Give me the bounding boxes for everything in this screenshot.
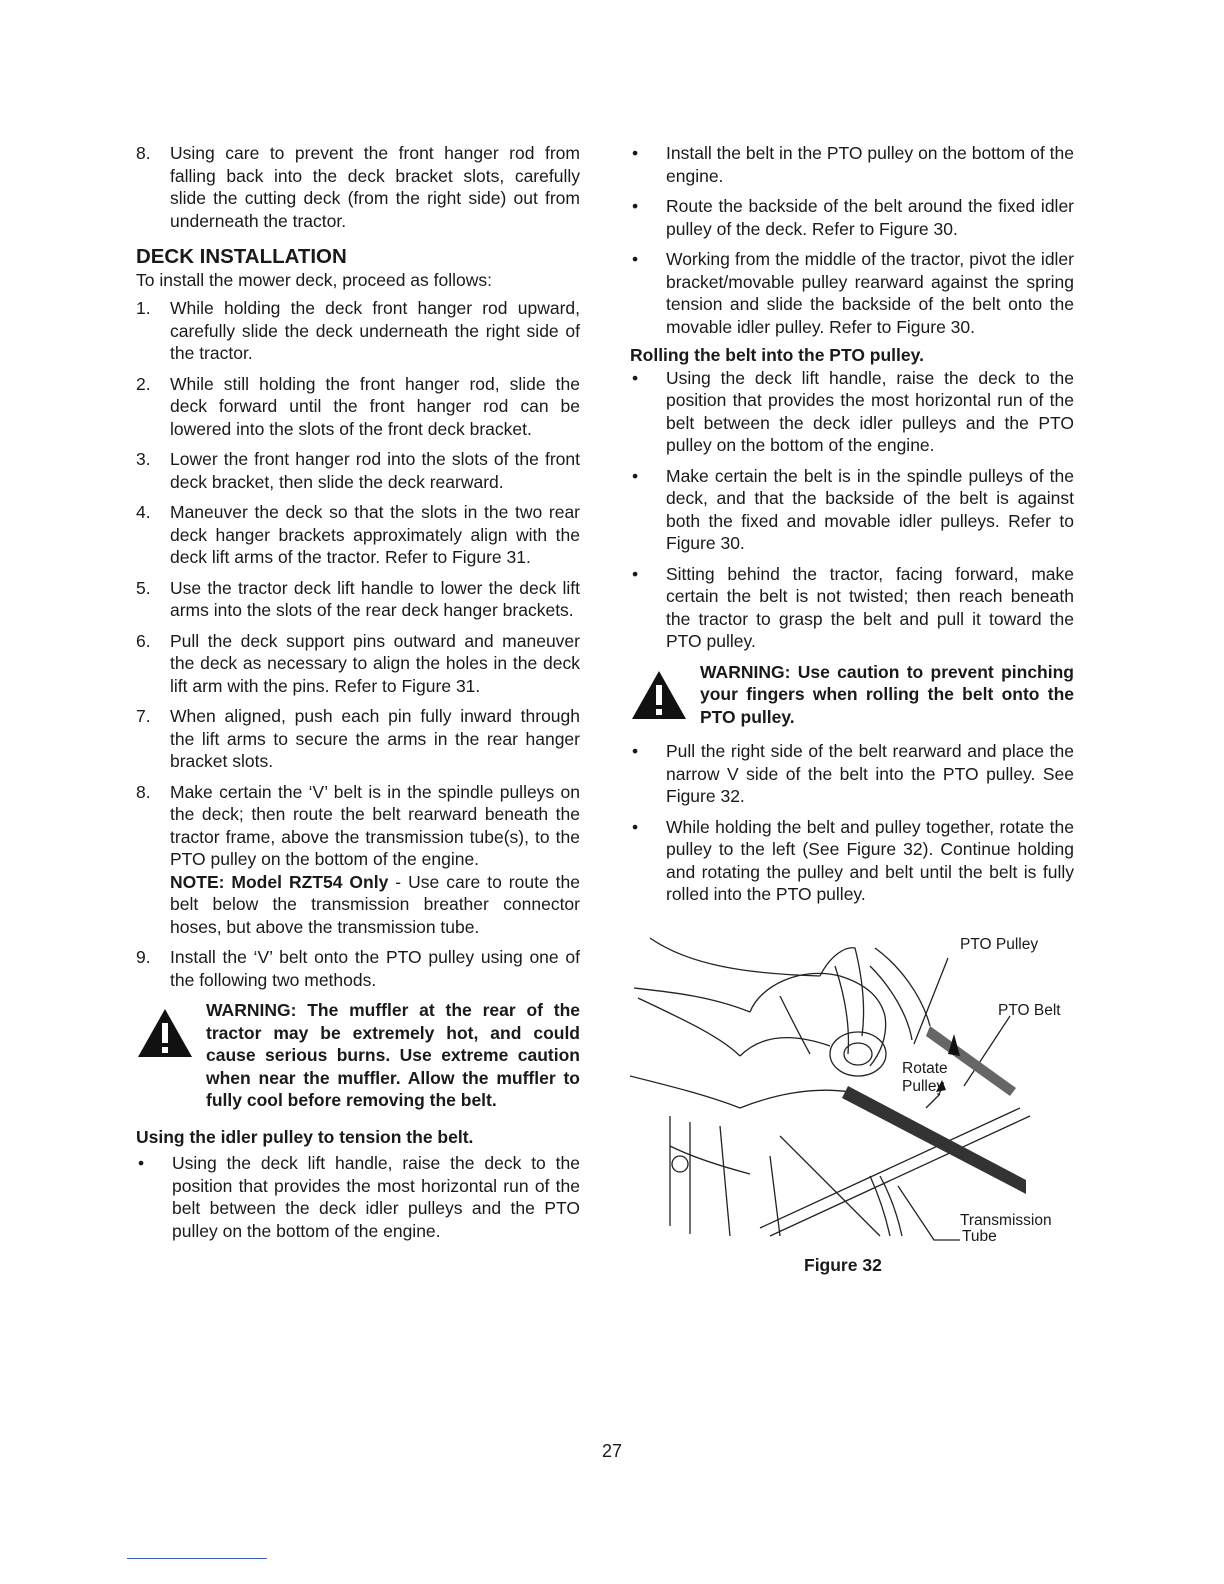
list-item: • Make certain the belt is in the spindle pulleys of the deck, and that the backside of the belt is against both the fixed and movable idler pulleys. Refer to Figure 30. bbox=[632, 465, 1074, 553]
label-transmission: Transmission bbox=[960, 1211, 1052, 1229]
footer-rule bbox=[127, 1558, 267, 1559]
label-pulley: Pulley bbox=[902, 1077, 945, 1095]
removal-step-list bbox=[136, 142, 580, 232]
pulley-hand-illustration bbox=[630, 936, 1080, 1256]
removal-step-8: 8. Using care to prevent the front hanger rod from falling back into the deck bracket slots, carefully slide the cutting deck (from the right side) out from underneath the tractor. bbox=[136, 143, 580, 231]
model-note-text: - Use care to route the belt below the transmission breather connector hoses, but above the transmission tube. bbox=[170, 871, 580, 937]
rolling-belt-bullets bbox=[630, 367, 1074, 653]
label-rotate: Rotate bbox=[902, 1059, 948, 1077]
warning-triangle-icon bbox=[630, 661, 700, 727]
list-item: • Using the deck lift handle, raise the deck to the position that provides the most horizontal run of the belt between the deck idler pulleys and the PTO pulley on the bottom of the engine. bbox=[138, 1153, 580, 1241]
idler-tension-bullets bbox=[136, 1152, 580, 1242]
muffler-warning: WARNING: The muffler at the rear of the tractor may be extremely hot, and could cause serious burns. Use extreme caution when near the muffler. Allow the muffler to fully cool before removing the belt. bbox=[136, 999, 580, 1112]
installation-step: 9. Install the ‘V’ belt onto the PTO pulley using one of the following two methods. bbox=[136, 947, 580, 990]
installation-step: 4. Maneuver the deck so that the slots in the two rear deck hanger brackets approximately align with the deck lift arms of the tractor. Refer to Figure 31. bbox=[136, 502, 580, 567]
installation-step-list bbox=[136, 297, 580, 991]
label-pto-belt: PTO Belt bbox=[998, 1001, 1061, 1019]
list-item: • Sitting behind the tractor, facing forward, make certain the belt is not twisted; then reach beneath the tractor to grasp the belt and pull it toward the PTO pulley. bbox=[632, 563, 1074, 651]
installation-step: 3. Lower the front hanger rod into the slots of the front deck bracket, then slide the deck rearward. bbox=[136, 449, 580, 492]
list-item: • Working from the middle of the tractor, pivot the idler bracket/movable pulley rearward against the spring tension and slide the backside of the belt onto the movable idler pulley. Refer to Figure 30. bbox=[632, 249, 1074, 337]
warning-triangle-icon bbox=[136, 999, 206, 1065]
model-note-label: NOTE: Model RZT54 Only bbox=[170, 871, 389, 892]
installation-step: 1. While holding the deck front hanger rod upward, carefully slide the deck underneath the right side of the tractor. bbox=[136, 298, 580, 363]
list-item: • While holding the belt and pulley together, rotate the pulley to the left (See Figure 32). Continue holding and rotating the pulley and belt until the belt is fully rolled into the PTO pulley. bbox=[632, 816, 1074, 904]
label-tube: Tube bbox=[962, 1227, 997, 1245]
label-pto-pulley: PTO Pulley bbox=[960, 935, 1039, 953]
method-one-bullets bbox=[630, 142, 1074, 338]
list-item: • Pull the right side of the belt rearward and place the narrow V side of the belt into the PTO pulley. See Figure 32. bbox=[632, 741, 1074, 806]
installation-step: 6. Pull the deck support pins outward and maneuver the deck as necessary to align the holes in the deck lift arm with the pins. Refer to Figure 31. bbox=[136, 630, 580, 696]
installation-step: 5. Use the tractor deck lift handle to lower the deck lift arms into the slots of the rear deck hanger brackets. bbox=[136, 577, 580, 620]
rolling-belt-subheading: Rolling the belt into the PTO pulley. bbox=[630, 345, 924, 365]
pinch-warning: WARNING: Use caution to prevent pinching your fingers when rolling the belt onto the PTO pulley. bbox=[630, 661, 1074, 729]
figure-32 bbox=[630, 935, 1080, 1275]
page-number: 27 bbox=[601, 1441, 623, 1461]
rotate-pulley-bullets bbox=[630, 740, 1074, 906]
list-item: • Install the belt in the PTO pulley on the bottom of the engine. bbox=[632, 143, 1074, 186]
installation-intro: To install the mower deck, proceed as follows: bbox=[136, 269, 492, 290]
installation-step: 2. While still holding the front hanger rod, slide the deck forward until the front hanger rod can be lowered into the slots of the front deck bracket. bbox=[136, 373, 580, 439]
right-column bbox=[630, 142, 1074, 1275]
list-item: • Using the deck lift handle, raise the deck to the position that provides the most horizontal run of the belt between the deck idler pulleys and the PTO pulley on the bottom of the engine. bbox=[632, 367, 1074, 455]
left-column bbox=[136, 142, 580, 1250]
installation-step: 8. Make certain the ‘V’ belt is in the spindle pulleys on the deck; then route the belt rearward beneath the tractor frame, above the transmission tube(s), to the PTO pulley on the bottom of the engine. NOTE: Model RZT54 Only - Use care to route the belt below the transmission breather connector hoses, but above the transmission tube. bbox=[136, 781, 580, 937]
figure-caption: Figure 32 bbox=[804, 1254, 882, 1275]
installation-step: 7. When aligned, push each pin fully inward through the lift arms to secure the arms in the rear hanger bracket slots. bbox=[136, 706, 580, 771]
idler-tension-subheading: Using the idler pulley to tension the belt. bbox=[136, 1126, 474, 1147]
list-item: • Route the backside of the belt around the fixed idler pulley of the deck. Refer to Figure 30. bbox=[632, 196, 1074, 239]
deck-installation-heading: DECK INSTALLATION bbox=[136, 245, 347, 268]
